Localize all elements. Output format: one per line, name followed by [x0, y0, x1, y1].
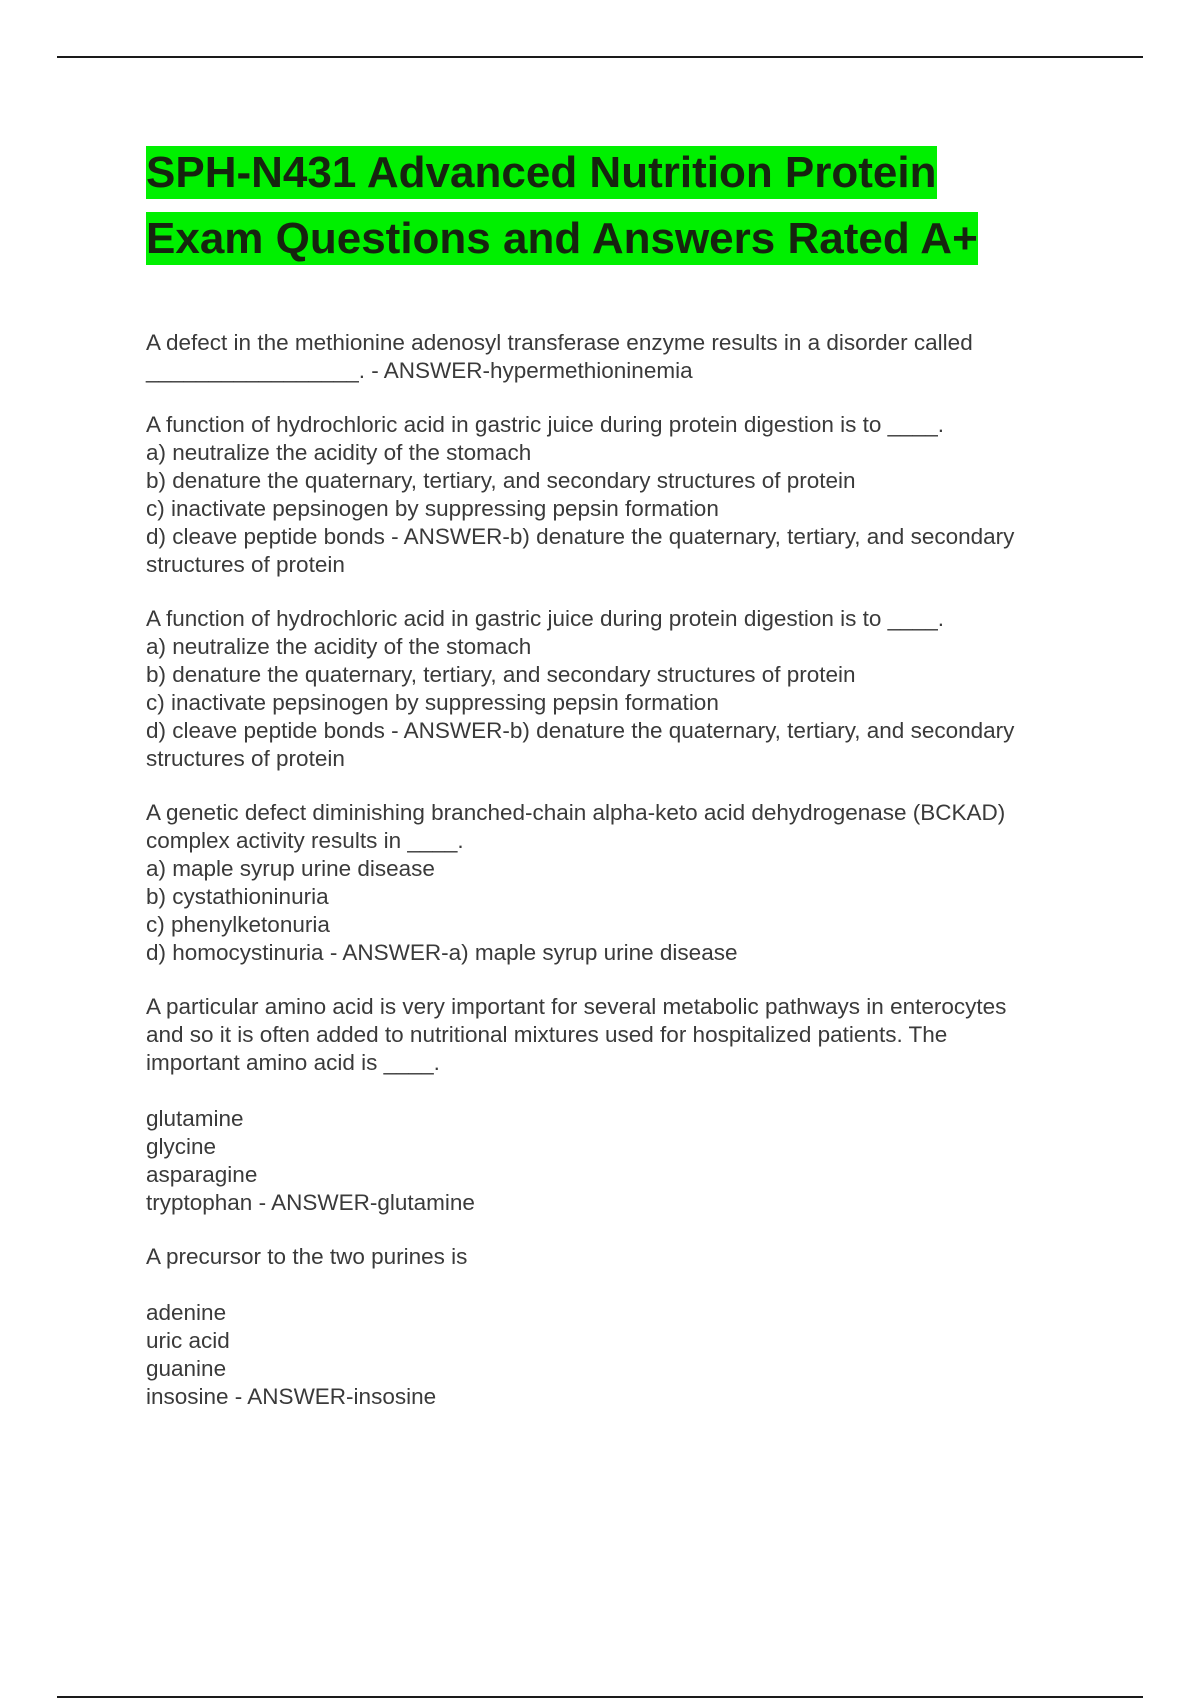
- question-line: structures of protein: [146, 746, 345, 771]
- question-line: A function of hydrochloric acid in gastric juice during protein digestion is to ____.: [146, 606, 944, 631]
- question-line: guanine: [146, 1356, 227, 1381]
- question-line: structures of protein: [146, 552, 345, 577]
- question-line: adenine: [146, 1300, 227, 1325]
- question-line: b) cystathioninuria: [146, 884, 329, 909]
- question-line: a) neutralize the acidity of the stomach: [146, 634, 532, 659]
- question-line: c) inactivate pepsinogen by suppressing pepsin formation: [146, 690, 719, 715]
- question-line: uric acid: [146, 1328, 230, 1353]
- question-line: _________________. - ANSWER-hypermethioninemia: [146, 358, 693, 383]
- question-line: b) denature the quaternary, tertiary, and secondary structures of protein: [146, 662, 856, 687]
- question-line: glycine: [146, 1134, 217, 1159]
- question-line: c) phenylketonuria: [146, 912, 330, 937]
- document-title: [146, 140, 1126, 272]
- question-line: c) inactivate pepsinogen by suppressing pepsin formation: [146, 496, 719, 521]
- question-block: [146, 1243, 1106, 1411]
- question-line: a) maple syrup urine disease: [146, 856, 435, 881]
- question-block: [146, 799, 1106, 967]
- question-line: d) homocystinuria - ANSWER-a) maple syrup urine disease: [146, 940, 738, 965]
- question-block: [146, 993, 1106, 1217]
- question-line: glutamine: [146, 1106, 244, 1131]
- question-line: and so it is often added to nutritional mixtures used for hospitalized patients. The: [146, 1022, 948, 1047]
- question-line: A genetic defect diminishing branched-chain alpha-keto acid dehydrogenase (BCKAD): [146, 800, 1006, 825]
- question-block: [146, 329, 1106, 385]
- title-line-1: SPH-N431 Advanced Nutrition Protein: [146, 148, 937, 197]
- question-line: a) neutralize the acidity of the stomach: [146, 440, 532, 465]
- question-line: complex activity results in ____.: [146, 828, 464, 853]
- question-line: A defect in the methionine adenosyl transferase enzyme results in a disorder called: [146, 330, 973, 355]
- question-line: A function of hydrochloric acid in gastric juice during protein digestion is to ____.: [146, 412, 944, 437]
- blank-line: [146, 1077, 1106, 1105]
- question-line: important amino acid is ____.: [146, 1050, 440, 1075]
- question-line: insosine - ANSWER-insosine: [146, 1384, 437, 1409]
- bottom-rule: [57, 1696, 1143, 1698]
- title-line-2: Exam Questions and Answers Rated A+: [146, 214, 978, 263]
- question-line: A precursor to the two purines is: [146, 1244, 468, 1269]
- blank-line: [146, 1271, 1106, 1299]
- question-list: [146, 329, 1106, 1437]
- question-line: tryptophan - ANSWER-glutamine: [146, 1190, 475, 1215]
- question-block: [146, 411, 1106, 579]
- top-rule: [57, 56, 1143, 58]
- question-block: [146, 605, 1106, 773]
- question-line: d) cleave peptide bonds - ANSWER-b) denature the quaternary, tertiary, and secondary: [146, 718, 1015, 743]
- question-line: A particular amino acid is very important for several metabolic pathways in enterocytes: [146, 994, 1007, 1019]
- question-line: b) denature the quaternary, tertiary, and secondary structures of protein: [146, 468, 856, 493]
- question-line: d) cleave peptide bonds - ANSWER-b) denature the quaternary, tertiary, and secondary: [146, 524, 1015, 549]
- question-line: asparagine: [146, 1162, 258, 1187]
